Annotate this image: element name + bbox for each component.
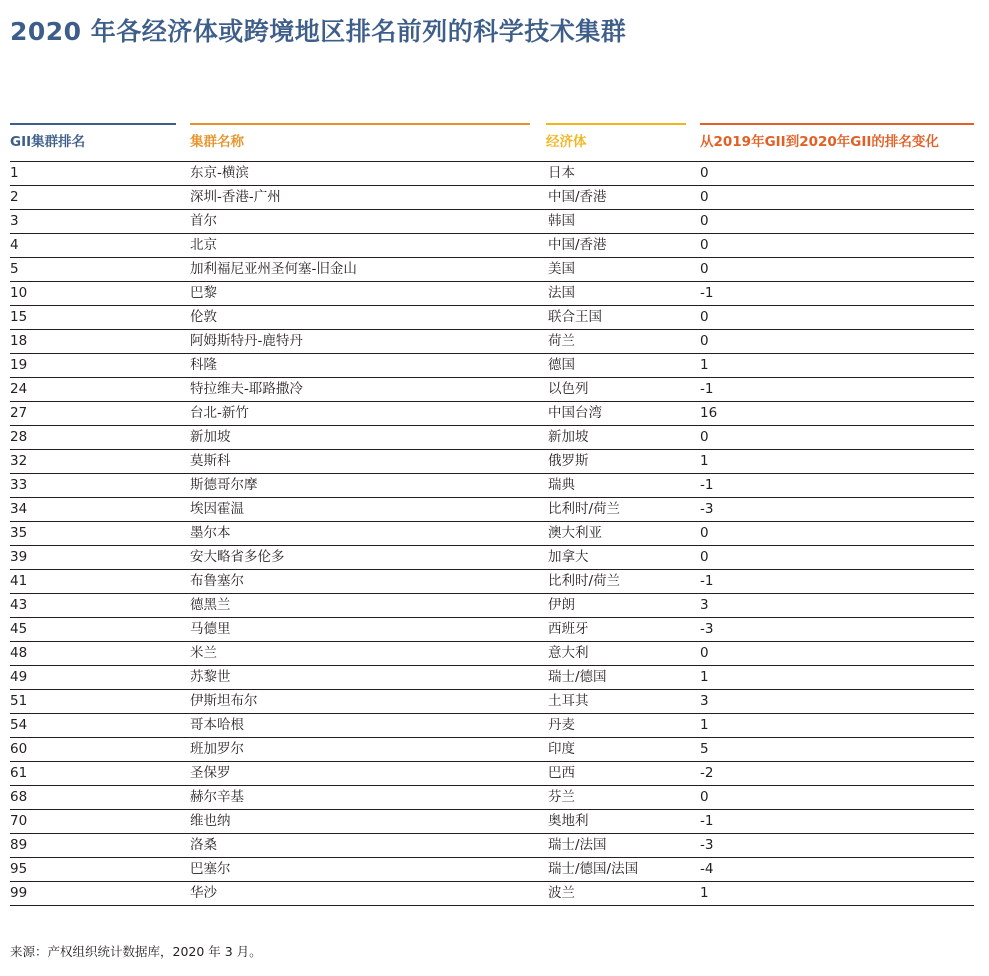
rank-cell: 15: [10, 309, 28, 325]
cluster-name-cell: 赫尔辛基: [190, 789, 244, 805]
rank-change-cell: 0: [700, 309, 709, 325]
rank-cell: 39: [10, 549, 28, 565]
rank-change-cell: 1: [700, 357, 709, 373]
rank-change-cell: 3: [700, 597, 709, 613]
rank-change-cell: 0: [700, 429, 709, 445]
table-row: [10, 426, 974, 450]
table-row: [10, 402, 974, 426]
rank-cell: 27: [10, 405, 28, 421]
header-rule-name: [190, 123, 530, 125]
economy-cell: 瑞典: [548, 477, 575, 493]
cluster-name-cell: 华沙: [190, 885, 217, 901]
header-rule-change: [700, 123, 974, 125]
column-header-name: 集群名称: [190, 134, 244, 150]
cluster-name-cell: 德黑兰: [190, 597, 231, 613]
source-note: 来源：产权组织统计数据库，2020 年 3 月。: [10, 944, 262, 959]
rank-cell: 45: [10, 621, 28, 637]
cluster-name-cell: 哥本哈根: [190, 717, 244, 733]
economy-cell: 澳大利亚: [548, 525, 602, 541]
rank-change-cell: -1: [700, 813, 714, 829]
rank-cell: 89: [10, 837, 28, 853]
table-row: [10, 858, 974, 882]
rank-cell: 19: [10, 357, 28, 373]
rank-change-cell: 0: [700, 645, 709, 661]
rank-cell: 95: [10, 861, 28, 877]
cluster-name-cell: 加利福尼亚州圣何塞-旧金山: [190, 261, 357, 277]
table-row: [10, 162, 974, 186]
rank-cell: 32: [10, 453, 28, 469]
cluster-name-cell: 新加坡: [190, 429, 231, 445]
cluster-name-cell: 巴塞尔: [190, 861, 231, 877]
table-row: [10, 570, 974, 594]
economy-cell: 美国: [548, 261, 575, 277]
rank-change-cell: 1: [700, 669, 709, 685]
column-header-rank: GII集群排名: [10, 134, 86, 150]
table-row: [10, 522, 974, 546]
table-row: [10, 234, 974, 258]
table-row: [10, 618, 974, 642]
rank-cell: 1: [10, 165, 19, 181]
rank-change-cell: 5: [700, 741, 709, 757]
table-row: [10, 642, 974, 666]
economy-cell: 以色列: [548, 381, 589, 397]
cluster-name-cell: 特拉维夫-耶路撒冷: [190, 381, 303, 397]
table-row: [10, 690, 974, 714]
cluster-name-cell: 台北-新竹: [190, 405, 249, 421]
economy-cell: 巴西: [548, 765, 575, 781]
rank-cell: 54: [10, 717, 28, 733]
rank-change-cell: -1: [700, 573, 714, 589]
rank-cell: 70: [10, 813, 28, 829]
economy-cell: 日本: [548, 165, 575, 181]
economy-cell: 波兰: [548, 885, 575, 901]
rank-change-cell: 0: [700, 189, 709, 205]
economy-cell: 法国: [548, 285, 575, 301]
rank-change-cell: 0: [700, 789, 709, 805]
table-row: [10, 450, 974, 474]
cluster-name-cell: 圣保罗: [190, 765, 231, 781]
page-title: 2020 年各经济体或跨境地区排名前列的科学技术集群: [10, 17, 627, 46]
table-row: [10, 186, 974, 210]
economy-cell: 比利时/荷兰: [548, 573, 621, 589]
economy-cell: 印度: [548, 741, 575, 757]
economy-cell: 芬兰: [548, 789, 575, 805]
cluster-name-cell: 马德里: [190, 621, 231, 637]
table-row: [10, 474, 974, 498]
economy-cell: 意大利: [548, 645, 589, 661]
economy-cell: 西班牙: [548, 621, 589, 637]
rank-change-cell: 0: [700, 333, 709, 349]
cluster-name-cell: 班加罗尔: [190, 741, 244, 757]
table-row: [10, 738, 974, 762]
economy-cell: 比利时/荷兰: [548, 501, 621, 517]
rank-cell: 34: [10, 501, 28, 517]
rank-cell: 33: [10, 477, 28, 493]
table-row: [10, 762, 974, 786]
cluster-name-cell: 伊斯坦布尔: [190, 693, 258, 709]
economy-cell: 加拿大: [548, 549, 589, 565]
header-rule-rank: [10, 123, 176, 125]
table-row: [10, 810, 974, 834]
economy-cell: 丹麦: [548, 717, 575, 733]
rank-cell: 28: [10, 429, 28, 445]
table-row: [10, 330, 974, 354]
table-row: [10, 354, 974, 378]
economy-cell: 瑞士/德国: [548, 669, 607, 685]
rank-cell: 18: [10, 333, 28, 349]
cluster-name-cell: 布鲁塞尔: [190, 573, 244, 589]
rank-change-cell: -1: [700, 381, 714, 397]
table-row: [10, 594, 974, 618]
economy-cell: 伊朗: [548, 597, 575, 613]
table-row: [10, 258, 974, 282]
rank-cell: 68: [10, 789, 28, 805]
rank-cell: 49: [10, 669, 28, 685]
rank-cell: 5: [10, 261, 19, 277]
table-row: [10, 378, 974, 402]
rank-change-cell: 3: [700, 693, 709, 709]
rank-cell: 10: [10, 285, 28, 301]
economy-cell: 中国/香港: [548, 237, 607, 253]
cluster-name-cell: 米兰: [190, 645, 217, 661]
cluster-name-cell: 首尔: [190, 213, 217, 229]
rank-change-cell: 0: [700, 549, 709, 565]
economy-cell: 荷兰: [548, 333, 575, 349]
cluster-name-cell: 深圳-香港-广州: [190, 189, 281, 205]
table-row: [10, 714, 974, 738]
cluster-name-cell: 北京: [190, 237, 217, 253]
economy-cell: 韩国: [548, 213, 575, 229]
economy-cell: 中国台湾: [548, 405, 602, 421]
rank-cell: 2: [10, 189, 19, 205]
cluster-name-cell: 莫斯科: [190, 453, 231, 469]
table-row: [10, 666, 974, 690]
rank-cell: 41: [10, 573, 28, 589]
economy-cell: 俄罗斯: [548, 453, 589, 469]
economy-cell: 奥地利: [548, 813, 589, 829]
economy-cell: 德国: [548, 357, 575, 373]
rank-cell: 51: [10, 693, 28, 709]
rank-cell: 35: [10, 525, 28, 541]
economy-cell: 新加坡: [548, 429, 589, 445]
economy-cell: 瑞士/法国: [548, 837, 607, 853]
cluster-name-cell: 东京-横滨: [190, 165, 249, 181]
economy-cell: 瑞士/德国/法国: [548, 861, 639, 877]
column-header-change: 从2019年GII到2020年GII的排名变化: [700, 134, 939, 150]
economy-cell: 联合王国: [548, 309, 602, 325]
rank-change-cell: -3: [700, 621, 714, 637]
table-row: [10, 882, 974, 906]
rank-cell: 24: [10, 381, 28, 397]
column-header-economy: 经济体: [546, 134, 587, 150]
rank-change-cell: 0: [700, 525, 709, 541]
rank-cell: 60: [10, 741, 28, 757]
cluster-name-cell: 维也纳: [190, 813, 231, 829]
cluster-name-cell: 洛桑: [190, 837, 217, 853]
rank-change-cell: -1: [700, 477, 714, 493]
table-row: [10, 786, 974, 810]
rank-change-cell: -4: [700, 861, 714, 877]
cluster-name-cell: 安大略省多伦多: [190, 549, 285, 565]
table-row: [10, 282, 974, 306]
rank-change-cell: -1: [700, 285, 714, 301]
rank-cell: 3: [10, 213, 19, 229]
table-row: [10, 498, 974, 522]
cluster-name-cell: 斯德哥尔摩: [190, 477, 258, 493]
cluster-table: [10, 161, 974, 906]
rank-change-cell: -3: [700, 837, 714, 853]
rank-change-cell: 0: [700, 165, 709, 181]
economy-cell: 土耳其: [548, 693, 589, 709]
cluster-name-cell: 阿姆斯特丹-鹿特丹: [190, 333, 303, 349]
rank-change-cell: 16: [700, 405, 718, 421]
header-rule-economy: [546, 123, 686, 125]
cluster-name-cell: 巴黎: [190, 285, 217, 301]
table-row: [10, 306, 974, 330]
economy-cell: 中国/香港: [548, 189, 607, 205]
cluster-name-cell: 科隆: [190, 357, 217, 373]
table-row: [10, 546, 974, 570]
rank-cell: 99: [10, 885, 28, 901]
rank-cell: 48: [10, 645, 28, 661]
rank-change-cell: 1: [700, 453, 709, 469]
rank-change-cell: 1: [700, 885, 709, 901]
rank-change-cell: 1: [700, 717, 709, 733]
cluster-name-cell: 伦敦: [190, 309, 217, 325]
rank-cell: 61: [10, 765, 28, 781]
rank-change-cell: 0: [700, 237, 709, 253]
rank-change-cell: -3: [700, 501, 714, 517]
rank-cell: 4: [10, 237, 19, 253]
table-row: [10, 834, 974, 858]
cluster-name-cell: 埃因霍温: [190, 501, 244, 517]
table-row: [10, 210, 974, 234]
rank-change-cell: 0: [700, 261, 709, 277]
cluster-name-cell: 苏黎世: [190, 669, 231, 685]
cluster-name-cell: 墨尔本: [190, 525, 231, 541]
rank-cell: 43: [10, 597, 28, 613]
rank-change-cell: -2: [700, 765, 714, 781]
rank-change-cell: 0: [700, 213, 709, 229]
